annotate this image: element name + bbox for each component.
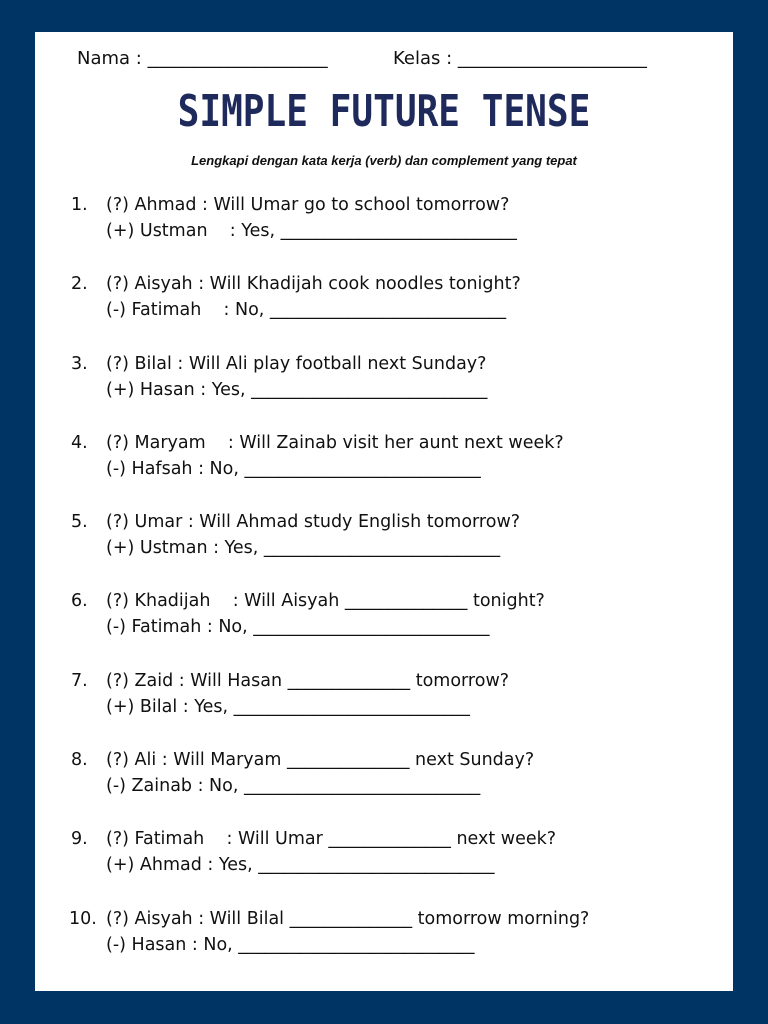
question-text: (?) Umar : Will Ahmad study English tomorrow? — [106, 512, 521, 533]
answer-line: (+) Ustman : Yes, ___________________________ — [106, 538, 501, 559]
question-number: 9. — [71, 829, 88, 850]
answer-line: (+) Ahmad : Yes, ___________________________ — [106, 855, 495, 876]
question-number: 8. — [71, 750, 88, 771]
question-list — [35, 192, 733, 985]
question-item — [35, 271, 733, 350]
question-text: (?) Zaid : Will Hasan ______________ tomorrow? — [106, 670, 510, 691]
question-item — [35, 906, 733, 985]
question-text: (?) Aisyah : Will Bilal ______________ tomorrow morning? — [106, 908, 590, 929]
question-item — [35, 351, 733, 430]
question-text: (?) Fatimah : Will Umar ______________ next week? — [106, 829, 557, 850]
answer-line: (-) Fatimah : No, ___________________________ — [106, 300, 507, 321]
question-number: 1. — [71, 195, 88, 215]
answer-line: (-) Hasan : No, ___________________________ — [106, 934, 475, 955]
question-item — [35, 509, 733, 588]
worksheet-page — [35, 32, 733, 991]
question-item — [35, 192, 733, 271]
answer-line: (-) Zainab : No, ___________________________ — [106, 776, 481, 797]
instruction-text: Lengkapi dengan kata kerja (verb) dan complement yang tepat — [191, 153, 577, 168]
question-number: 10. — [69, 908, 97, 929]
question-number: 2. — [71, 274, 88, 295]
question-item — [35, 747, 733, 826]
answer-line: (-) Hafsah : No, ___________________________ — [106, 458, 481, 479]
answer-line: (-) Fatimah : No, ___________________________ — [106, 617, 490, 638]
question-text: (?) Khadijah : Will Aisyah ______________ tonight? — [106, 591, 545, 612]
answer-line: (+) Hasan : Yes, ___________________________ — [106, 379, 488, 400]
answer-line: (+) Bilal : Yes, ___________________________ — [106, 696, 470, 717]
question-number: 6. — [71, 591, 88, 612]
question-text: (?) Aisyah : Will Khadijah cook noodles tonight? — [106, 274, 521, 295]
answer-line: (+) Ustman : Yes, ___________________________ — [106, 221, 517, 241]
question-number: 7. — [71, 670, 88, 691]
question-item — [35, 668, 733, 747]
question-text: (?) Ahmad : Will Umar go to school tomorrow? — [106, 195, 510, 215]
worksheet-title: SIMPLE FUTURE TENSE — [177, 86, 591, 137]
question-item — [35, 826, 733, 905]
question-number: 3. — [71, 353, 88, 374]
name-field-label: Nama : ____________________ — [77, 48, 328, 69]
question-text: (?) Bilal : Will Ali play football next Sunday? — [106, 353, 487, 374]
question-number: 4. — [71, 432, 88, 453]
question-number: 5. — [71, 512, 88, 533]
question-item — [35, 588, 733, 667]
question-text: (?) Ali : Will Maryam ______________ next Sunday? — [106, 750, 535, 771]
class-field-label: Kelas : _____________________ — [393, 48, 647, 69]
question-item — [35, 430, 733, 509]
question-text: (?) Maryam : Will Zainab visit her aunt next week? — [106, 432, 564, 453]
